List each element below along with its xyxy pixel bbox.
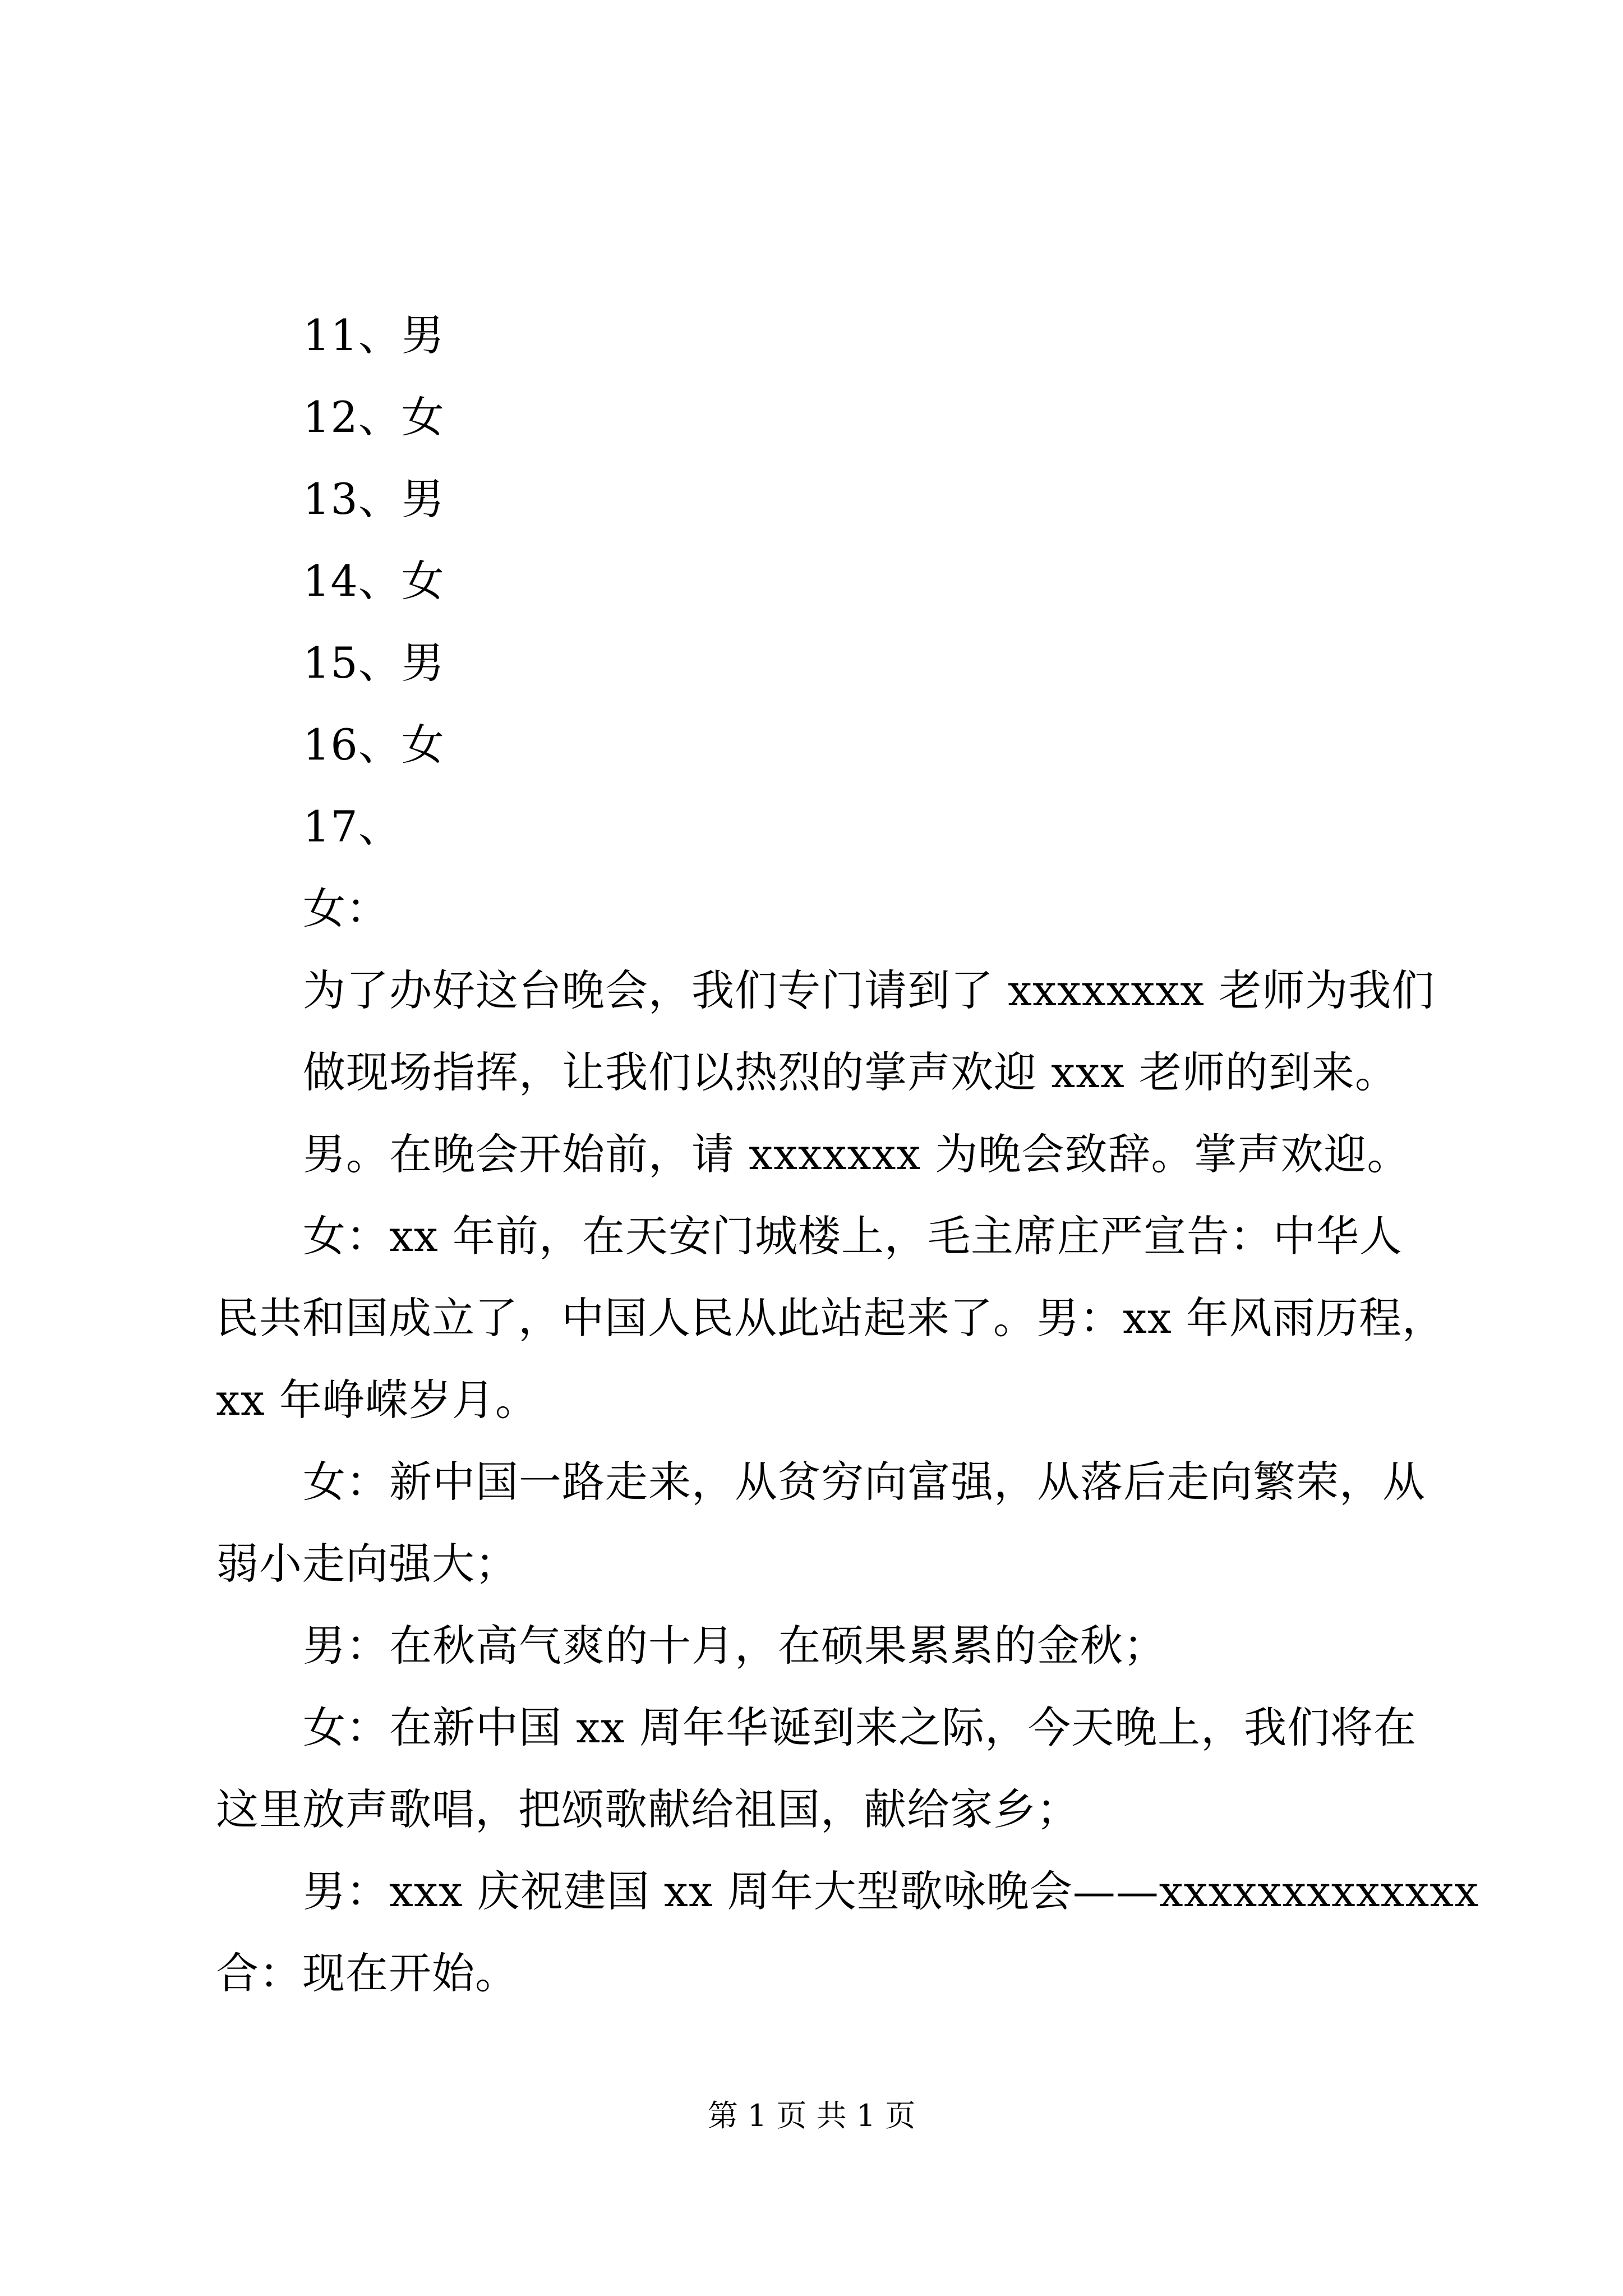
text-line: 12、女 <box>303 392 445 442</box>
text-line: 男：在秋高气爽的十月，在硕果累累的金秋； <box>303 1621 1166 1671</box>
text-line: 民共和国成立了，中国人民从此站起来了。男：xx 年风雨历程， <box>216 1293 1445 1343</box>
text-line: 16、女 <box>303 720 445 770</box>
text-line: 女：xx 年前，在天安门城楼上，毛主席庄严宣告：中华人 <box>303 1211 1403 1261</box>
text-line: 合：现在开始。 <box>216 1948 518 1998</box>
text-line: 11、男 <box>303 310 445 360</box>
text-line: 14、女 <box>303 556 445 606</box>
text-line: 这里放声歌唱，把颂歌献给祖国，献给家乡； <box>216 1784 1080 1834</box>
text-line: 女：新中国一路走来，从贫穷向富强，从落后走向繁荣，从 <box>303 1457 1426 1507</box>
text-line: 女： <box>303 884 389 933</box>
text-line: 15、男 <box>303 638 445 688</box>
text-line: 男：xxx 庆祝建国 xx 周年大型歌咏晚会——xxxxxxxxxxxxx <box>303 1866 1479 1916</box>
text-line: 女：在新中国 xx 周年华诞到来之际，今天晚上，我们将在 <box>303 1703 1417 1752</box>
text-line: 弱小走向强大； <box>216 1539 518 1589</box>
text-line: 13、男 <box>303 474 445 524</box>
text-line: xx 年峥嵘岁月。 <box>216 1375 538 1425</box>
page-footer: 第 1 页 共 1 页 <box>707 2098 916 2133</box>
text-line: 为了办好这台晚会，我们专门请到了 xxxxxxxx 老师为我们 <box>303 965 1435 1015</box>
text-line: 17、 <box>303 802 402 852</box>
text-line: 男。在晚会开始前，请 xxxxxxx 为晚会致辞。掌声欢迎。 <box>303 1129 1410 1179</box>
text-line: 做现场指挥，让我们以热烈的掌声欢迎 xxx 老师的到来。 <box>303 1047 1398 1097</box>
